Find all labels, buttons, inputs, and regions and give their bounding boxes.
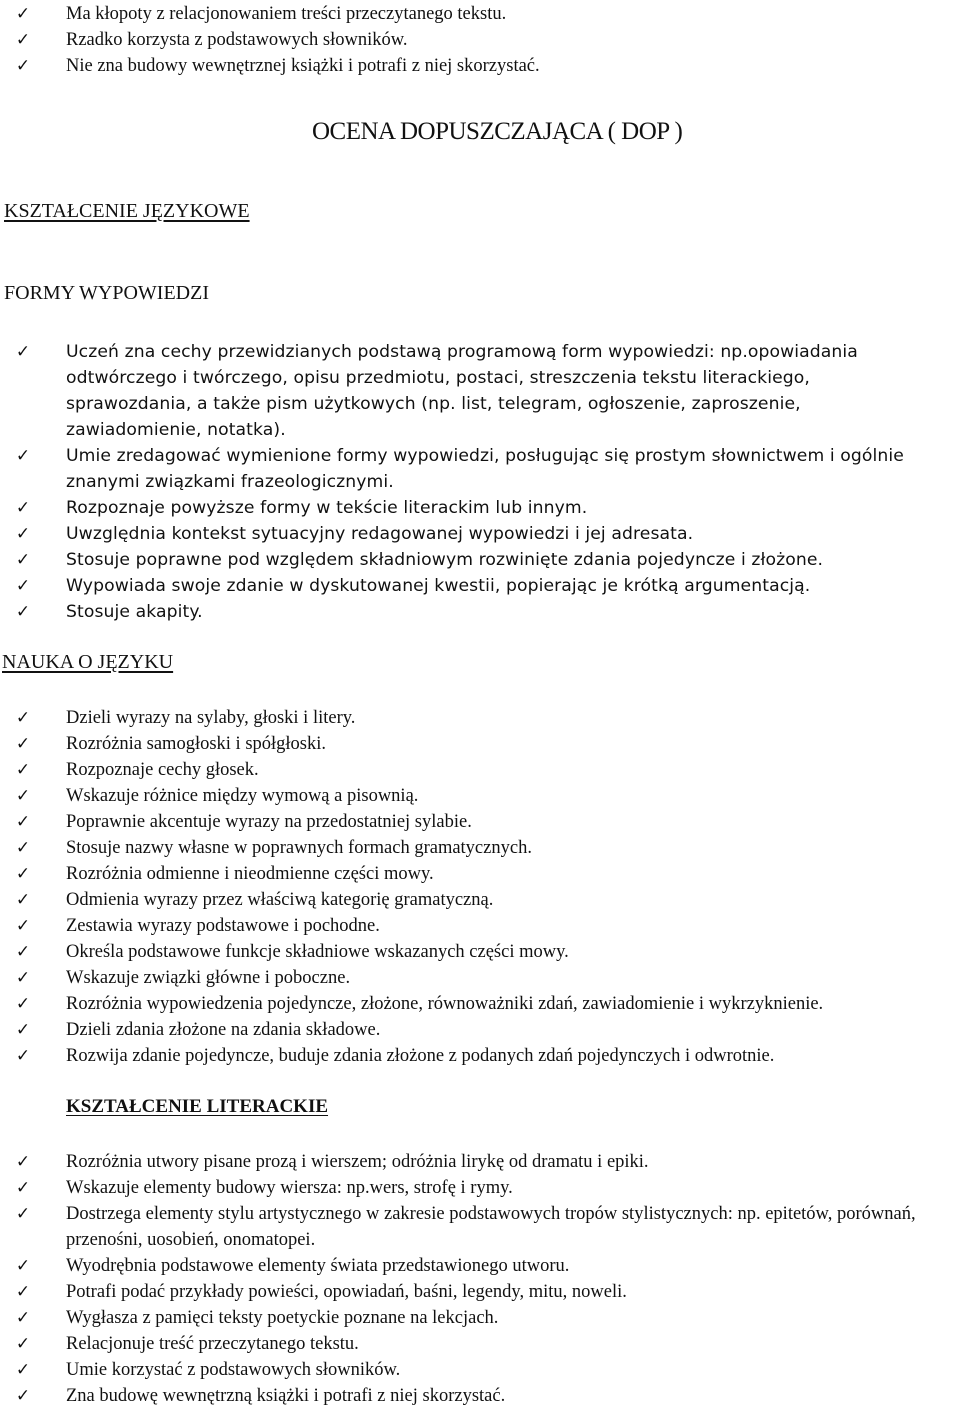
list-item-text: Rozróżnia wypowiedzenia pojedyncze, złożone, równoważniki zdań, zawiadomienie i wykrzyknienie. [66,994,824,1014]
list-item [0,809,950,835]
list-item-text: Wskazuje różnice między wymową a pisownią. [66,786,419,806]
list-item-text: Wypowiada swoje zdanie w dyskutowanej kwestii, popierając je krótką argumentacją. [66,576,811,596]
list-item-text: Rozróżnia odmienne i nieodmienne części mowy. [66,864,434,884]
list-item-text: Potrafi podać przykłady powieści, opowiadań, baśni, legendy, mitu, noweli. [66,1282,627,1302]
list-item-text: Relacjonuje treść przeczytanego tekstu. [66,1334,359,1354]
list-item [0,783,950,809]
list-item-text: Wskazuje związki główne i poboczne. [66,968,351,988]
list-item-text: Dzieli zdania złożone na zdania składowe. [66,1020,381,1040]
check-icon: ✓ [15,4,31,24]
list-item-text: Odmienia wyrazy przez właściwą kategorię gramatyczną. [66,890,494,910]
list-item [0,965,950,991]
list-item-text: Wyodrębnia podstawowe elementy świata przedstawionego utworu. [66,1256,570,1276]
list-item [0,443,940,495]
list-item [0,1149,930,1175]
list-item [0,547,940,573]
list-item [0,835,950,861]
check-icon: ✓ [15,1046,31,1066]
forms-list [0,339,940,625]
list-item-text: Określa podstawowe funkcje składniowe wskazanych części mowy. [66,942,569,962]
list-item-text: Rozwija zdanie pojedyncze, buduje zdania złożone z podanych zdań pojedynczych i odwrotnie. [66,1046,775,1066]
list-item [0,53,930,79]
list-item-text: Zna budowę wewnętrzną książki i potrafi z niej skorzystać. [66,1386,506,1406]
list-item [0,705,950,731]
list-item-text: Rzadko korzysta z podstawowych słowników. [66,30,408,50]
list-item-text: Dostrzega elementy stylu artystycznego w zakresie podstawowych tropów stylistycznych: np. epitetów, porównań, przenośni, uosobień, onomatopei. [66,1204,916,1250]
list-item [0,757,950,783]
check-icon: ✓ [15,786,31,806]
language-list [0,705,950,1069]
check-icon: ✓ [15,1360,31,1380]
list-item-text: Zestawia wyrazy podstawowe i pochodne. [66,916,380,936]
list-item-text: Poprawnie akcentuje wyrazy na przedostatniej sylabie. [66,812,472,832]
list-item-text: Nie zna budowy wewnętrznej książki i potrafi z niej skorzystać. [66,56,540,76]
list-item-text: Ma kłopoty z relacjonowaniem treści przeczytanego tekstu. [66,4,507,24]
list-item-text: Stosuje akapity. [66,602,203,622]
check-icon: ✓ [15,864,31,884]
grade-title: OCENA DOPUSZCZAJĄCA ( DOP ) [312,118,683,145]
list-item-text: Uczeń zna cechy przewidzianych podstawą programową form wypowiedzi: np.opowiadania odtwórczego i twórczego, opisu przedmiotu, postaci, streszczenia tekstu literackiego, sprawozdania, a także pism użytkowych (np. list, telegram, ogłoszenie, zaproszenie, zawiadomienie, notatka). [66,342,858,440]
check-icon: ✓ [15,942,31,962]
list-item [0,339,940,443]
list-item [0,1,930,27]
check-icon: ✓ [15,838,31,858]
list-item [0,599,940,625]
list-item [0,1331,930,1357]
check-icon: ✓ [15,890,31,910]
check-icon: ✓ [15,734,31,754]
check-icon: ✓ [15,1386,31,1406]
list-item-text: Wskazuje elementy budowy wiersza: np.wers, strofę i rymy. [66,1178,513,1198]
check-icon: ✓ [15,1204,31,1224]
list-item-text: Dzieli wyrazy na sylaby, głoski i litery. [66,708,356,728]
top-list [0,1,930,79]
list-item [0,1279,930,1305]
check-icon: ✓ [15,498,31,518]
check-icon: ✓ [15,342,31,362]
list-item-text: Rozpoznaje cechy głosek. [66,760,259,780]
check-icon: ✓ [15,1282,31,1302]
check-icon: ✓ [15,968,31,988]
list-item [0,495,940,521]
list-item [0,27,930,53]
list-item [0,1383,930,1409]
section-title-literary-education: KSZTAŁCENIE LITERACKIE [66,1096,329,1117]
list-item-text: Wygłasza z pamięci teksty poetyckie poznane na lekcjach. [66,1308,499,1328]
list-item [0,1017,950,1043]
check-icon: ✓ [15,1334,31,1354]
check-icon: ✓ [15,1020,31,1040]
list-item-text: Uwzględnia kontekst sytuacyjny redagowanej wypowiedzi i jej adresata. [66,524,694,544]
list-item [0,887,950,913]
list-item [0,1201,930,1253]
check-icon: ✓ [15,576,31,596]
check-icon: ✓ [15,708,31,728]
list-item-text: Umie zredagować wymienione formy wypowiedzi, posługując się prostym słownictwem i ogólnie znanymi związkami frazeologicznymi. [66,446,904,492]
list-item [0,1175,930,1201]
check-icon: ✓ [15,1178,31,1198]
list-item-text: Stosuje nazwy własne w poprawnych formach gramatycznych. [66,838,532,858]
check-icon: ✓ [15,994,31,1014]
list-item [0,1043,950,1069]
check-icon: ✓ [15,56,31,76]
section-title-language-science: NAUKA O JĘZYKU [2,651,174,673]
check-icon: ✓ [15,446,31,466]
list-item [0,573,940,599]
list-item [0,861,950,887]
list-item [0,521,940,547]
list-item-text: Umie korzystać z podstawowych słowników. [66,1360,401,1380]
list-item [0,731,950,757]
list-item-text: Rozróżnia utwory pisane prozą i wierszem; odróżnia lirykę od dramatu i epiki. [66,1152,649,1172]
check-icon: ✓ [15,812,31,832]
list-item [0,939,950,965]
list-item [0,1357,930,1383]
section-title-language-education: KSZTAŁCENIE JĘZYKOWE [4,200,250,222]
list-item-text: Rozpoznaje powyższe formy w tekście literackim lub innym. [66,498,588,518]
check-icon: ✓ [15,1308,31,1328]
list-item [0,913,950,939]
literary-list [0,1149,930,1409]
check-icon: ✓ [15,760,31,780]
list-item [0,1253,930,1279]
check-icon: ✓ [15,550,31,570]
subsection-title-forms: FORMY WYPOWIEDZI [4,282,209,304]
check-icon: ✓ [15,602,31,622]
check-icon: ✓ [15,30,31,50]
list-item [0,1305,930,1331]
check-icon: ✓ [15,916,31,936]
check-icon: ✓ [15,524,31,544]
check-icon: ✓ [15,1256,31,1276]
list-item [0,991,950,1017]
list-item-text: Stosuje poprawne pod względem składniowym rozwinięte zdania pojedyncze i złożone. [66,550,824,570]
check-icon: ✓ [15,1152,31,1172]
list-item-text: Rozróżnia samogłoski i spółgłoski. [66,734,327,754]
